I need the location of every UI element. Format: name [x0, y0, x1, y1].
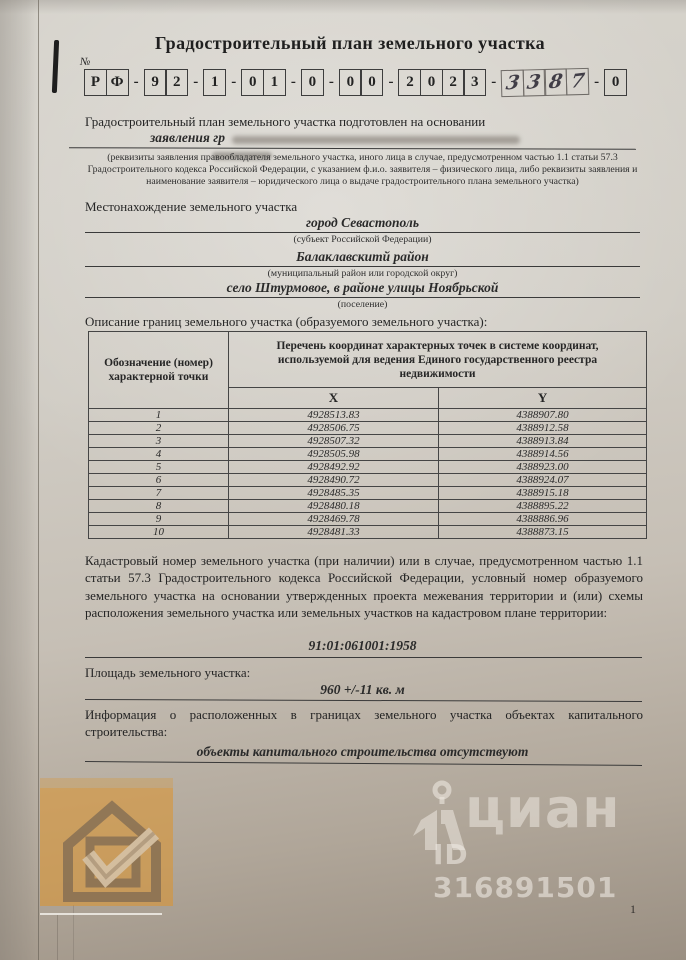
table-cell: 4928507.32 — [229, 435, 439, 448]
number-cell: 3 — [501, 70, 525, 98]
underline — [85, 699, 642, 702]
table-row — [89, 513, 647, 526]
subject-caption: (субъект Российской Федерации) — [293, 234, 432, 245]
underline — [85, 657, 642, 658]
number-separator: - — [328, 74, 334, 90]
settlement-caption: (поселение) — [337, 299, 388, 310]
number-separator: - — [594, 74, 600, 90]
table-row — [89, 422, 647, 435]
table-cell: 4 — [89, 448, 229, 461]
number-group — [84, 69, 129, 96]
table-cell: 4388915.18 — [439, 487, 647, 500]
table-cell: 4388913.84 — [439, 435, 647, 448]
column-header-coords: Перечень координат характерных точек в системе координат, используемой для ведения Единого государственного реестра недвижимости — [229, 332, 647, 388]
table-cell: 4388873.15 — [439, 526, 647, 539]
number-separator: - — [193, 74, 199, 90]
underline — [85, 266, 640, 267]
table-cell: 9 — [89, 513, 229, 526]
number-separator: - — [231, 74, 237, 90]
number-cell: 3 — [463, 69, 486, 96]
number-cell: 1 — [263, 69, 286, 96]
capital-objects-value: объекты капитального строительства отсутствуют — [196, 744, 529, 759]
table-cell: 4928480.18 — [229, 500, 439, 513]
table-row — [89, 500, 647, 513]
white-line — [40, 913, 162, 915]
coords-table-body — [89, 409, 647, 539]
number-cell: 8 — [544, 68, 568, 96]
number-group — [203, 69, 226, 96]
coordinates-table — [88, 331, 647, 539]
table-cell: 5 — [89, 461, 229, 474]
number-group — [398, 69, 486, 96]
number-cell: 0 — [420, 69, 443, 96]
table-row — [89, 474, 647, 487]
number-group — [241, 69, 286, 96]
basis-intro: Градостроительный план земельного участка подготовлен на основании — [85, 114, 486, 129]
cian-watermark — [403, 776, 648, 904]
table-cell: 4928506.75 — [229, 422, 439, 435]
paper-fold-line — [57, 915, 58, 960]
district-caption: (муниципальный район или городской округ) — [267, 268, 458, 279]
borders-label: Описание границ земельного участка (образуемого земельного участка): — [85, 314, 488, 329]
number-cell: 0 — [360, 69, 383, 96]
number-separator: - — [290, 74, 296, 90]
column-header-y: Y — [439, 388, 647, 409]
basis-value: заявления гр — [150, 130, 225, 145]
table-row — [89, 526, 647, 539]
capital-objects-text: Информация о расположенных в границах земельного участка объектах капитального строительства: — [85, 707, 643, 740]
page-number: 1 — [630, 902, 636, 916]
table-cell: 4388886.96 — [439, 513, 647, 526]
number-group — [144, 69, 189, 96]
table-cell: 6 — [89, 474, 229, 487]
table-row — [89, 461, 647, 474]
table-cell: 4928492.92 — [229, 461, 439, 474]
table-cell: 4928505.98 — [229, 448, 439, 461]
column-header-x: X — [229, 388, 439, 409]
scan-edge-left — [0, 0, 39, 960]
table-row — [89, 409, 647, 422]
table-row — [89, 448, 647, 461]
underline — [85, 761, 642, 766]
document-number-boxes — [84, 69, 627, 96]
number-separator: - — [388, 74, 394, 90]
area-value: 960 +/-11 кв. м — [320, 682, 405, 697]
number-cell: 0 — [301, 69, 324, 96]
number-cell: 2 — [398, 69, 421, 96]
cadastral-text: Кадастровый номер земельного участка (при наличии) или в случае, предусмотренном частью 1.1 статьи 57.3 Градостроительного кодекса Российской Федерации, условный номер образуемого земельного участка на основании утвержденных проекта межевания территории и (или) схемы расположения земельного участка или земельных участков на кадастровом плане территории: — [85, 553, 643, 620]
table-cell: 4388914.56 — [439, 448, 647, 461]
table-cell: 4388924.07 — [439, 474, 647, 487]
basis-caption: (реквизиты заявления правообладателя земельного участка, иного лица в случае, предусмотренном частью 1.1 статьи 57.3 Градостроительного кодекса Российской Федерации, с указанием ф.и.о. заявителя – физического лица, либо реквизиты заявления и наименование заявителя – юридического лица о выдаче градостроительного плана земельного участка) — [87, 152, 638, 187]
table-cell: 4928469.78 — [229, 513, 439, 526]
scan-edge-top — [0, 0, 686, 14]
table-cell: 4928490.72 — [229, 474, 439, 487]
table-row — [89, 487, 647, 500]
number-group — [604, 69, 627, 96]
table-cell: 8 — [89, 500, 229, 513]
underline — [85, 297, 640, 298]
number-cell: 7 — [566, 68, 590, 96]
table-cell: 4388907.80 — [439, 409, 647, 422]
number-cell: 9 — [144, 69, 167, 96]
table-cell: 3 — [89, 435, 229, 448]
house-check-icon — [50, 793, 178, 911]
cian-logo-text: циан — [465, 777, 621, 840]
number-cell: Ф — [106, 69, 129, 96]
table-cell: 4928481.33 — [229, 526, 439, 539]
number-cell: 3 — [523, 69, 547, 97]
table-cell: 10 — [89, 526, 229, 539]
number-label: № — [80, 56, 91, 68]
subject-value: город Севастополь — [306, 215, 419, 230]
number-group — [339, 69, 384, 96]
number-cell: Р — [84, 69, 107, 96]
table-cell: 4928485.35 — [229, 487, 439, 500]
number-cell: 2 — [442, 69, 465, 96]
table-cell: 2 — [89, 422, 229, 435]
district-value: Балаклавскитй район — [296, 249, 429, 264]
cadastral-value: 91:01:061001:1958 — [308, 638, 417, 653]
number-cell: 0 — [604, 69, 627, 96]
table-cell: 4388895.22 — [439, 500, 647, 513]
redaction-smudge — [232, 136, 520, 144]
table-cell: 4388923.00 — [439, 461, 647, 474]
underline — [85, 232, 640, 233]
number-cell: 2 — [165, 69, 188, 96]
table-row — [89, 435, 647, 448]
area-label: Площадь земельного участка: — [85, 665, 251, 680]
table-cell: 1 — [89, 409, 229, 422]
number-separator: - — [491, 74, 497, 90]
column-header-point: Обозначение (номер) характерной точки — [89, 332, 229, 409]
scan-mark — [52, 40, 59, 93]
table-cell: 7 — [89, 487, 229, 500]
table-cell: 4388912.58 — [439, 422, 647, 435]
location-label: Местонахождение земельного участка — [85, 199, 298, 214]
table-cell: 4928513.83 — [229, 409, 439, 422]
settlement-value: село Штурмовое, в районе улицы Ноябрьской — [226, 280, 499, 295]
cian-id-text: ID 316891501 — [433, 838, 618, 904]
number-cell: 1 — [203, 69, 226, 96]
document-title: Градостроительный план земельного участка — [154, 33, 546, 53]
number-group — [301, 69, 324, 96]
number-cell: 0 — [339, 69, 362, 96]
underline — [69, 147, 636, 149]
number-separator: - — [133, 74, 139, 90]
number-group-handwritten — [501, 68, 590, 97]
orange-watermark-fade — [40, 778, 173, 788]
number-cell: 0 — [241, 69, 264, 96]
